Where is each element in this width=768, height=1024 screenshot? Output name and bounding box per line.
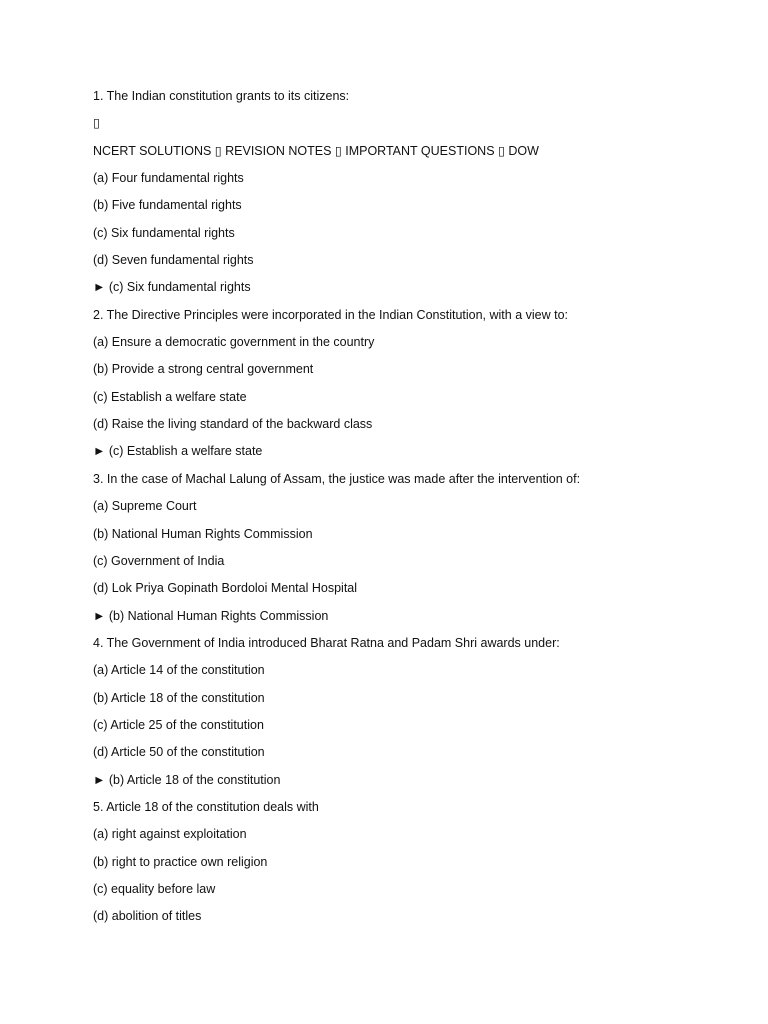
document-body: [93, 86, 733, 934]
question-3-option-a: (a) Supreme Court: [93, 499, 197, 514]
question-2-text: 2. The Directive Principles were incorporated in the Indian Constitution, with a view to:: [93, 307, 569, 322]
question-5-text: 5. Article 18 of the constitution deals with: [93, 799, 319, 814]
question-1-option-b: (b) Five fundamental rights: [93, 198, 242, 213]
promo-header-line: NCERT SOLUTIONS ▯ REVISION NOTES ▯ IMPORTANT QUESTIONS ▯ DOW: [93, 143, 539, 158]
question-1-text: 1. The Indian constitution grants to its citizens:: [93, 89, 350, 103]
question-2-option-d: (d) Raise the living standard of the backward class: [93, 417, 373, 432]
missing-glyph-line: ▯: [93, 116, 100, 131]
question-4-answer: ► (b) Article 18 of the constitution: [93, 772, 281, 787]
question-2-answer: ► (c) Establish a welfare state: [93, 444, 263, 459]
question-1-option-c: (c) Six fundamental rights: [93, 225, 235, 240]
question-5-option-d: (d) abolition of titles: [93, 909, 202, 924]
question-2-option-b: (b) Provide a strong central government: [93, 362, 314, 377]
question-2-option-a: (a) Ensure a democratic government in the country: [93, 335, 375, 350]
question-3-text: 3. In the case of Machal Lalung of Assam, the justice was made after the intervention of:: [93, 471, 581, 486]
question-4-text: 4. The Government of India introduced Bharat Ratna and Padam Shri awards under:: [93, 635, 560, 650]
question-4-option-b: (b) Article 18 of the constitution: [93, 690, 265, 705]
question-3-answer: ► (b) National Human Rights Commission: [93, 608, 329, 623]
question-1-option-d: (d) Seven fundamental rights: [93, 253, 254, 268]
question-4-option-c: (c) Article 25 of the constitution: [93, 717, 264, 732]
question-4-option-a: (a) Article 14 of the constitution: [93, 663, 265, 678]
question-3-option-d: (d) Lok Priya Gopinath Bordoloi Mental Hospital: [93, 581, 358, 596]
question-3-option-b: (b) National Human Rights Commission: [93, 526, 313, 541]
question-4-option-d: (d) Article 50 of the constitution: [93, 745, 265, 760]
question-1-option-a: (a) Four fundamental rights: [93, 171, 244, 186]
question-2-option-c: (c) Establish a welfare state: [93, 389, 247, 404]
question-1-answer: ► (c) Six fundamental rights: [93, 280, 251, 295]
question-5-option-c: (c) equality before law: [93, 881, 216, 896]
question-5-option-a: (a) right against exploitation: [93, 827, 247, 842]
question-5-option-b: (b) right to practice own religion: [93, 854, 268, 869]
question-3-option-c: (c) Government of India: [93, 553, 225, 568]
